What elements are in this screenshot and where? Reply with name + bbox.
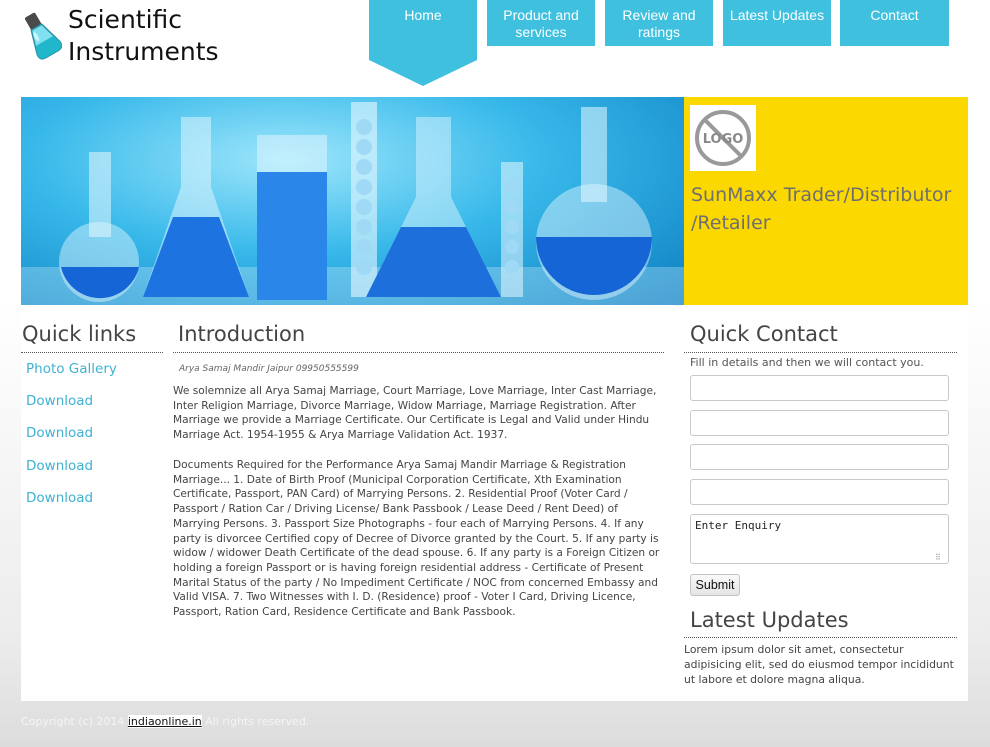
contact-field-1[interactable] bbox=[690, 375, 949, 401]
footer-link-indiaonline[interactable]: indiaonline.in bbox=[127, 715, 202, 728]
site-title: Scientific Instruments bbox=[68, 5, 219, 66]
main-content bbox=[21, 305, 968, 701]
latest-updates-title: Latest Updates bbox=[690, 608, 849, 632]
flask-icon bbox=[20, 10, 62, 60]
quick-links-title: Quick links bbox=[22, 322, 137, 346]
submit-button[interactable]: Submit bbox=[690, 574, 740, 596]
banner bbox=[21, 97, 968, 305]
quick-contact-hint: Fill in details and then we will contact you. bbox=[690, 356, 924, 369]
quick-contact-divider bbox=[684, 352, 957, 353]
introduction-divider bbox=[173, 352, 664, 353]
banner-lab-glassware-image bbox=[21, 97, 684, 305]
company-logo-placeholder bbox=[690, 105, 756, 171]
quick-link-download-4[interactable]: Download bbox=[26, 490, 94, 506]
contact-field-4[interactable] bbox=[690, 479, 949, 505]
nav-review-ratings[interactable] bbox=[605, 0, 713, 46]
nav-active-indicator bbox=[369, 60, 477, 86]
footer-copyright-prefix: Copyright (c) 2014 bbox=[21, 715, 128, 728]
introduction-paragraph-2: Documents Required for the Performance Arya Samaj Mandir Marriage & Registration Marriage... 1. Date of Birth Proof (Municipal Corporation Certificate, Xth Examination Certificate, Passport, PAN Card) of Marrying Persons. 2. Residential Proof (Voter Card / Passport / Ration Car / Driving License/ Bank Passbook / Lease Deed / Rent Deed) of Marrying Persons. 3. Passport Size Photographs - four each of Marrying Persons. 4. If any party is divorcee Certified copy of Decree of Divorce granted by the Court. 5. If any party is widow / widower Death Certificate of the dead spouse. 6. If any party is a Foreign Citizen or holding a foreign Passport or is having foreign residential address - Certificate of Present Marital Status of the party / No Impediment Certificate / NOC from concerned Embassy and Valid VISA. 7. Two Witnesses with I. D. (Residence) proof - Voter I Card, Driving Licence, Passport, Ration Card, Residence Certificate and Bank Passbook. bbox=[173, 459, 660, 619]
latest-updates-text: Lorem ipsum dolor sit amet, consectetur adipisicing elit, sed do eiusmod tempor incididunt ut labore et dolore magna aliqua. bbox=[684, 643, 954, 686]
enquiry-textarea[interactable] bbox=[690, 514, 949, 564]
footer bbox=[21, 715, 309, 728]
nav-latest-updates-label: Latest Updates bbox=[729, 7, 825, 23]
nav-contact-label: Contact bbox=[870, 7, 919, 23]
contact-field-2[interactable] bbox=[690, 410, 949, 436]
introduction-paragraph-1: We solemnize all Arya Samaj Marriage, Court Marriage, Love Marriage, Inter Cast Marriage, Inter Religion Marriage, Divorce Marriage, Widow Marriage, Marriage Registration. After Marriage we provide a Marriage Certificate. Our Certificate is Legal and Valid under Hindu Marriage Act. 1954-1955 & Arya Marriage Validation Act. 1937. bbox=[173, 385, 657, 442]
latest-updates-divider bbox=[684, 637, 957, 638]
quick-links-divider bbox=[21, 352, 163, 353]
quick-link-photo-gallery[interactable]: Photo Gallery bbox=[26, 361, 117, 377]
nav-contact[interactable] bbox=[840, 0, 949, 46]
no-logo-icon bbox=[692, 107, 754, 169]
nav-home[interactable] bbox=[369, 0, 477, 60]
introduction-subtitle: Arya Samaj Mandir Jaipur 09950555599 bbox=[179, 364, 359, 374]
resize-grip-icon[interactable]: ⠿ bbox=[935, 553, 941, 562]
quick-link-download-3[interactable]: Download bbox=[26, 458, 94, 474]
nav-review-ratings-label: Review and ratings bbox=[622, 7, 696, 40]
nav-products-services[interactable] bbox=[487, 0, 595, 46]
company-name: SunMaxx Trader/Distributor /Retailer bbox=[691, 184, 952, 234]
company-info-panel bbox=[684, 97, 968, 305]
quick-link-download-1[interactable]: Download bbox=[26, 393, 94, 409]
nav-home-label: Home bbox=[404, 7, 442, 23]
contact-field-3[interactable] bbox=[690, 444, 949, 470]
introduction-title: Introduction bbox=[178, 322, 306, 346]
footer-copyright-suffix: All rights reserved. bbox=[201, 715, 310, 728]
quick-link-download-2[interactable]: Download bbox=[26, 425, 94, 441]
nav-latest-updates[interactable] bbox=[723, 0, 831, 46]
nav-products-services-label: Product and services bbox=[503, 7, 579, 40]
quick-contact-title: Quick Contact bbox=[690, 322, 838, 346]
site-logo[interactable] bbox=[20, 4, 260, 68]
logo-placeholder-text: LOGO bbox=[702, 132, 744, 147]
